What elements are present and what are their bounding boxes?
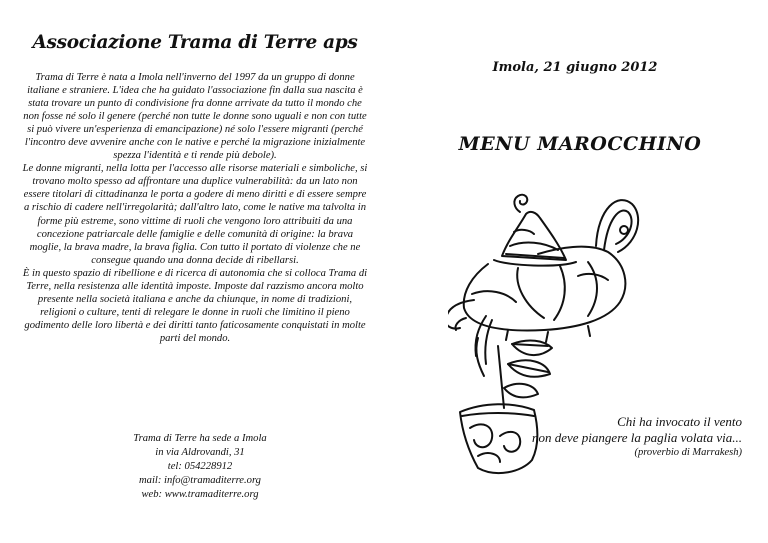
contact-address: in via Aldrovandi, 31 (155, 447, 245, 458)
description-paragraph: È in questo spazio di ribellione e di ricerca di autonomia che si colloca Trama di Terre, nella resistenza alle identità imposte. Imposte dal razzismo ancora molto presente nella società italiana e anche da chiunque, in nome di tradizioni, religioni o culture, tenti di relegare le donne in ruoli che limitino il pieno godimento delle loro libertà e dei diritti tanto faticosamente conquistati in molte parti del mondo. (22, 267, 368, 344)
description-paragraph: Trama di Terre è nata a Imola nell'inverno del 1997 da un gruppo di donne italiane e straniere. L'idea che ha guidato l'associazione fin dalla sua nascita è stata trovare un punto di condivisione fra donne arrivate da tutto il mondo che non fosse né solo il genere (perché non tutte le donne sono uguali e non con tutte si può vivere un'esperienza di emancipazione) né solo l'essere migranti (perché l'incontro deve avvenire anche con le native e perché la migrazione inizialmente spezza l'identità e ti rende più debole). (23, 72, 367, 162)
contact-block (80, 432, 320, 502)
contact-website: web: www.tramaditerre.org (141, 489, 259, 500)
menu-title: MENU MAROCCHINO (458, 133, 702, 155)
proverb-source: (proverbio di Marrakesh) (634, 447, 742, 458)
proverb-block (520, 414, 742, 460)
description-paragraph: Le donne migranti, nella lotta per l'accesso alle risorse materiali e simboliche, si trovano molto spesso ad affrontare una duplice vulnerabilità: da un lato non essere titolari di cittadinanza le porta a godere di meno diritti e di essere sempre a rischio di cadere nell'irregolarità; dall'altro lato, come le native ma talvolta in forme più estreme, sono vittime di ruoli che vengono loro attribuiti da una concezione patriarcale delle famiglie e delle comunità di origine: la brava moglie, la brava madre, la brava figlia. Con tutto il portato di violenze che ne consegue quando una donna decide di ribellarsi. (22, 163, 368, 266)
contact-headquarters: Trama di Terre ha sede a Imola (133, 433, 267, 444)
proverb-line: non deve piangere la paglia volata via... (532, 430, 742, 445)
proverb-line: Chi ha invocato il vento (617, 414, 742, 429)
association-description (22, 71, 368, 345)
association-title: Associazione Trama di Terre aps (32, 32, 358, 53)
contact-email: mail: info@tramaditerre.org (139, 475, 261, 486)
contact-phone: tel: 054228912 (167, 461, 233, 472)
event-date: Imola, 21 giugno 2012 (492, 60, 658, 75)
